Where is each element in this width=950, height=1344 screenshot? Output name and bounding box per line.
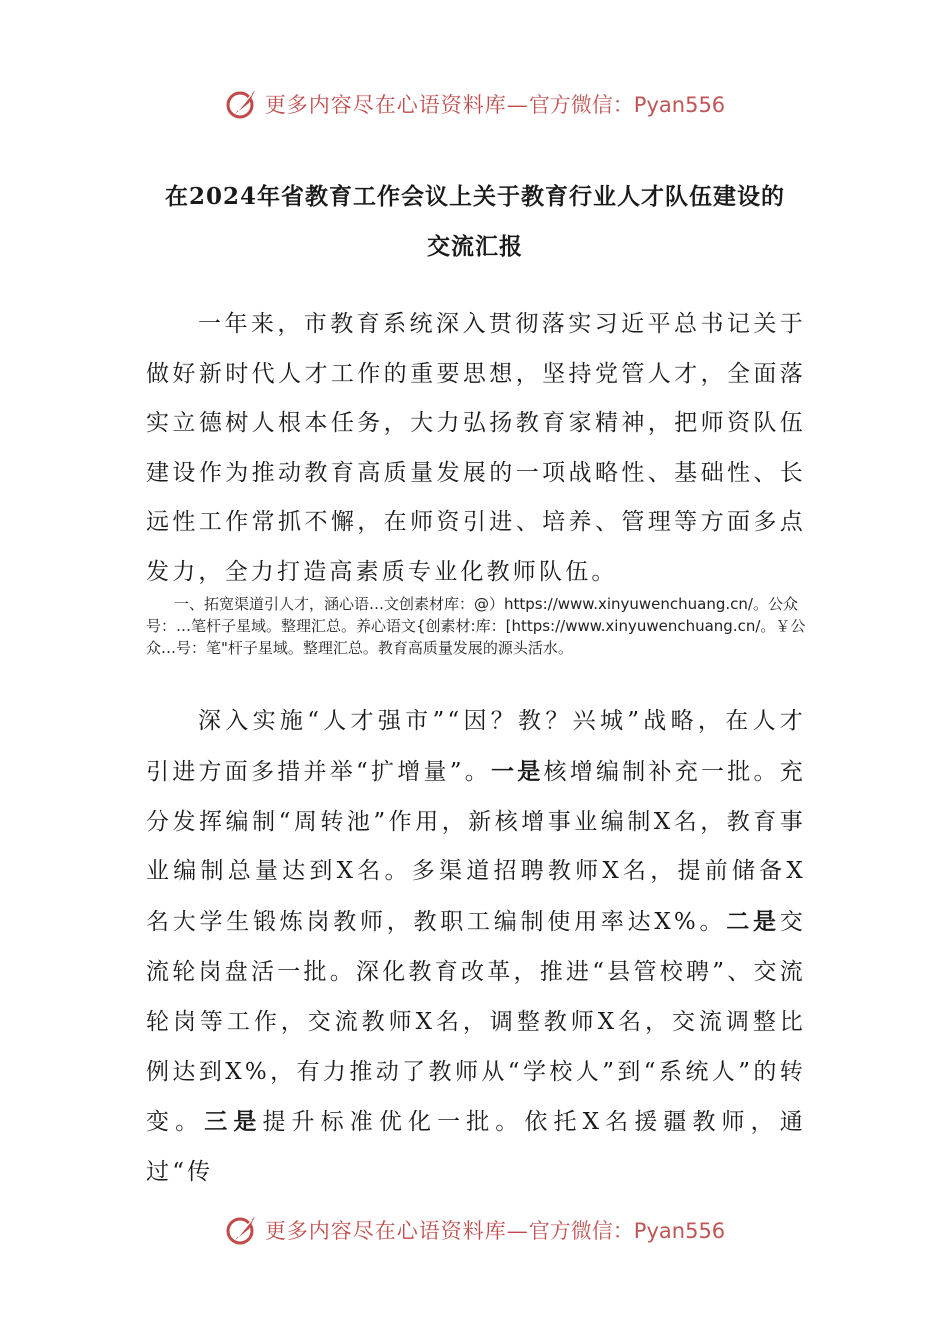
header-brand-text: 更多内容尽在心语资料库— — [264, 93, 529, 117]
header-wechat-handle: 官方微信：Pyan556 — [528, 93, 726, 117]
document-title — [100, 172, 850, 272]
point-label-1: 一是 — [491, 757, 544, 785]
title-line-2: 交流汇报 — [427, 233, 523, 260]
body-paragraph — [146, 697, 806, 1198]
section-heading: 一、拓宽渠道引人才，涵心语…文创素材库：@）https://www.xinyuwenchuang.cn/。公众号：…笔杆子星域。整理汇总。养心语文{创素材:库：[https://www.xinyuwenchuang.cn/。￥公众…号：笔"杆子星域。整理汇总。教育高质量发展的源头活水。 — [146, 595, 806, 657]
body-text-3: 交流轮岗盘活一批。深化教育改革，推进“县管校聘”、交流轮岗等工作，交流教师X名，调整教师X名，交流调整比例达到X%，有力推动了教师从“学校人”到“系统人”的转变。 — [146, 909, 806, 1136]
quill-logo-icon — [225, 87, 259, 121]
intro-paragraph: 一年来，市教育系统深入贯彻落实习近平总书记关于做好新时代人才工作的重要思想，坚持党管人才，全面落实立德树人根本任务，大力弘扬教育家精神，把师资队伍建设作为推动教育高质量发展的一项战略性、基础性、长远性工作常抓不懈，在师资引进、培养、管理等方面多点发力，全力打造高素质专业化教师队伍。 — [146, 311, 806, 585]
footer-brand-text: 更多内容尽在心语资料库— — [264, 1219, 529, 1243]
point-label-3: 三是 — [204, 1108, 263, 1136]
body-text-2: 核增编制补充一批。充分发挥编制“周转池”作用，新核增事业编制X名，教育事业编制总量达到X名。多渠道招聘教师X名，提前储备X名大学生锻炼岗教师，教职工编制使用率达X%。 — [146, 758, 807, 936]
point-label-2: 二是 — [726, 908, 780, 936]
body-text-4: 提升标准优化一批。依托X名援疆教师，通过“传 — [146, 1109, 806, 1186]
footer-wechat-handle: 官方微信：Pyan556 — [528, 1219, 726, 1243]
title-line-1: 在2024年省教育工作会议上关于教育行业人才队伍建设的 — [164, 183, 785, 210]
footer-banner — [0, 1208, 950, 1252]
header-banner — [0, 82, 950, 126]
body-text-1: 深入实施“人才强市”“因？教？兴城”战略，在人才引进方面多措并举“扩增量”。 — [146, 708, 806, 785]
quill-logo-icon — [225, 1213, 259, 1247]
